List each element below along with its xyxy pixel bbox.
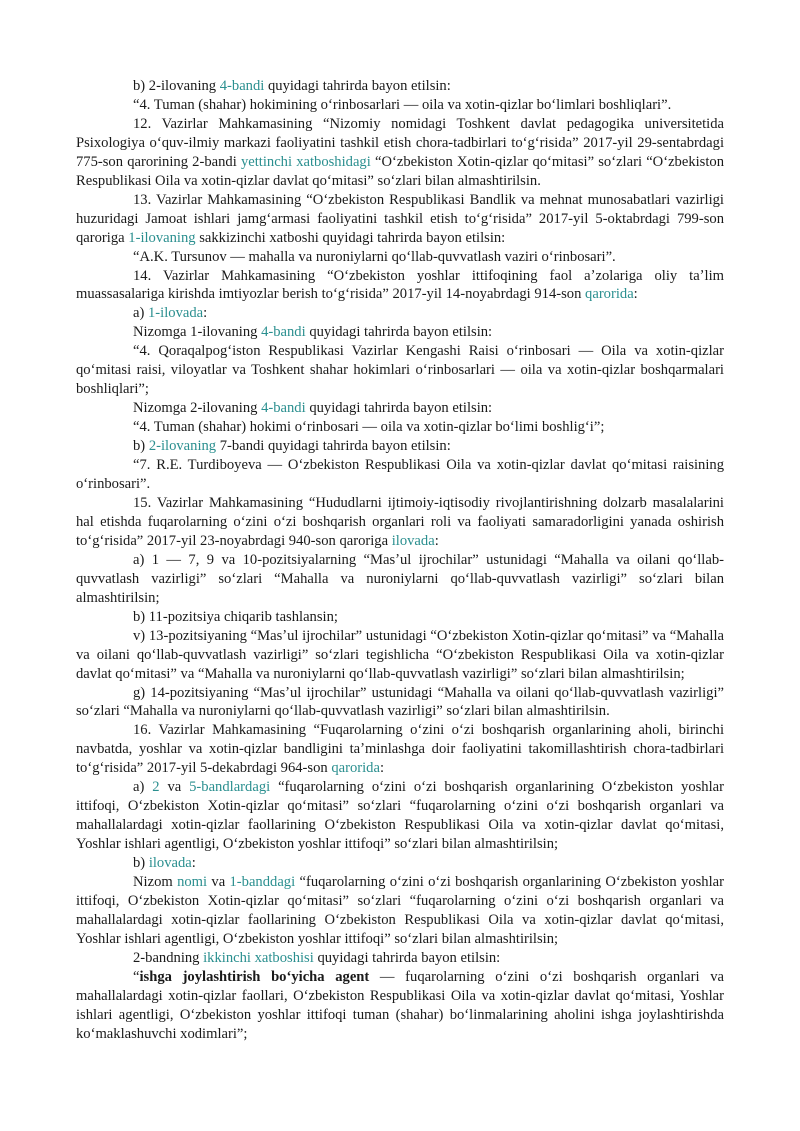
paragraph: [76, 854, 724, 873]
paragraph: [76, 115, 724, 191]
paragraph: [76, 399, 724, 418]
paragraph-text: b) 2-ilovaning: [133, 78, 220, 94]
paragraph: [76, 437, 724, 456]
reference-link[interactable]: 2-ilovaning: [148, 438, 217, 455]
paragraph-text: “fuqarolarning oʻzini oʻzi boshqarish organlarining Oʻzbekiston yoshlar ittifoqi, Oʻzbekiston Xotin-qizlar qoʻmitasi” soʻzlari “fuqarolarning oʻzini oʻzi boshqarish organlari va mahallalardagi xotin-qizlar faollarining Oʻzbekiston Respublikasi Oila va xotin-qizlar davlat qoʻmitasi, Yoshlar ishlari agentligi, Oʻzbekiston yoshlar ittifoqi” soʻzlari bilan almashtirilsin;: [76, 779, 724, 853]
reference-link[interactable]: 4-bandi: [261, 324, 306, 341]
paragraph-text: :: [203, 305, 208, 322]
paragraph-text: 12. Vazirlar Mahkamasining “Nizomiy nomidagi Toshkent davlat pedagogika universitetida Psixologiya oʻquv-ilmiy markazi faoliyatini tashkil etish chora-tadbirlari toʻgʻrisida” 2017-yil 29-sentabrdagi 775-son qarorining 2-bandi: [76, 115, 724, 170]
paragraph: [76, 949, 724, 968]
reference-link[interactable]: 2: [152, 779, 160, 796]
paragraph-text: “A.K. Tursunov — mahalla va nuroniylarni qoʻllab-quvvatlash vaziri oʻrinbosari”.: [133, 248, 616, 265]
bold-term: ishga joylashtirish boʻyicha agent: [139, 968, 370, 985]
paragraph-text: va: [159, 779, 190, 796]
paragraph: [76, 323, 724, 342]
paragraph-text: b) 11-pozitsiya chiqarib tashlansin;: [133, 608, 338, 625]
paragraph-text: quyidagi tahrirda bayon etilsin:: [313, 949, 501, 966]
paragraph-text: 7-bandi quyidagi tahrirda bayon etilsin:: [216, 438, 451, 455]
reference-link[interactable]: 1-banddagi: [229, 874, 296, 891]
paragraph-text: a): [133, 305, 148, 322]
reference-link[interactable]: qarorida: [585, 286, 634, 303]
paragraph-text: 14. Vazirlar Mahkamasining “Oʻzbekiston yoshlar ittifoqining faol aʼzolariga oliy taʼlim muassasalariga kirishda imtiyozlar berish toʻgʻrisida” 2017-yil 14-noyabrdagi 914-son: [76, 267, 724, 303]
paragraph-text: quyidagi tahrirda bayon etilsin:: [305, 400, 493, 417]
paragraph: [76, 96, 724, 115]
reference-link[interactable]: yettinchi xatboshidagi: [240, 153, 371, 170]
paragraph: [76, 267, 724, 305]
paragraph-text: 16. Vazirlar Mahkamasining “Fuqarolarning oʻzini oʻzi boshqarish organlarining aholi, birinchi navbatda, yoshlar va xotin-qizlar bandligini taʼminlashga doir faoliyatini takomillashtirish chora-tadbirlari toʻgʻrisida” 2017-yil 5-dekabrdagi 964-son: [76, 722, 724, 777]
paragraph-text: “Oʻzbekiston Xotin-qizlar qoʻmitasi” soʻzlari “Oʻzbekiston Respublikasi Oila va xotin-qizlar davlat qoʻmitasi” soʻzlari bilan almashtirilsin.: [76, 153, 724, 189]
paragraph-text: :: [633, 286, 638, 303]
paragraph-text: sakkizinchi xatboshi quyidagi tahrirda bayon etilsin:: [195, 229, 506, 246]
paragraph-text: :: [191, 855, 196, 872]
paragraph: [76, 304, 724, 323]
paragraph: [76, 248, 724, 267]
paragraph: [76, 684, 724, 722]
reference-link[interactable]: 5-bandlardagi: [189, 779, 271, 796]
paragraph: [76, 608, 724, 627]
paragraph-text: “fuqarolarning oʻzini oʻzi boshqarish organlarining Oʻzbekiston yoshlar ittifoqi, Oʻzbekiston Xotin-qizlar qoʻmitasi” soʻzlari “fuqarolarning oʻzini oʻzi boshqarish organlari va mahallalardagi xotin-qizlar faollarining Oʻzbekiston Respublikasi Oila va xotin-qizlar davlat qoʻmitasi, Yoshlar ishlari agentligi, Oʻzbekiston yoshlar ittifoqi” soʻzlari bilan almashtirilsin;: [76, 874, 724, 947]
reference-link[interactable]: ilovada: [391, 532, 435, 549]
reference-link[interactable]: 4-bandi: [219, 78, 265, 94]
paragraph-text: “7. R.E. Turdiboyeva — Oʻzbekiston Respublikasi Oila va xotin-qizlar davlat qoʻmitasi raisining oʻrinbosari”.: [76, 457, 724, 493]
paragraph-text: 13. Vazirlar Mahkamasining “Oʻzbekiston Respublikasi Bandlik va mehnat munosabatlari vazirligi huzuridagi Jamoat ishlari jamgʻarmasi faoliyatini tashkil etish toʻgʻrisida” 2017-yil 5-oktabrdagi 799-son qaroriga: [76, 191, 724, 246]
paragraph-text: Nizomga 1-ilovaning: [133, 324, 262, 341]
reference-link[interactable]: 4-bandi: [261, 400, 306, 417]
paragraph-text: a): [133, 779, 153, 796]
paragraph-text: g) 14-pozitsiyaning “Masʼul ijrochilar” ustunidagi “Mahalla va oilani qoʻllab-quvvatlash vazirligi” soʻzlari “Mahalla va nuroniylarni qoʻllab-quvvatlash vazirligi” soʻzlari bilan almashtirilsin.: [76, 684, 724, 720]
paragraph-text: :: [379, 760, 385, 777]
paragraph: [76, 968, 724, 1044]
paragraph-text: b): [133, 855, 149, 872]
reference-link[interactable]: nomi: [177, 874, 208, 891]
reference-link[interactable]: ilovada: [148, 855, 192, 872]
paragraph-text: 15. Vazirlar Mahkamasining “Hududlarni ijtimoiy-iqtisodiy rivojlantirishning dolzarb masalalarini hal etishda fuqarolarning oʻzini oʻzi boshqarish organlari roli va faoliyati samaradorligini yanada oshirish toʻgʻrisida” 2017-yil 23-noyabrdagi 940-son qaroriga: [76, 494, 724, 549]
paragraph: [76, 551, 724, 608]
paragraph-text: “4. Qoraqalpogʻiston Respublikasi Vazirlar Kengashi Raisi oʻrinbosari — Oila va xotin-qizlar qoʻmitasi raisi, viloyatlar va Toshkent shahar hokimlari oʻrinbosarlari — oila va xotin-qizlar boshqarmalari boshliqlari”;: [76, 343, 724, 398]
paragraph-text: va: [207, 874, 230, 891]
paragraph-text: quyidagi tahrirda bayon etilsin:: [305, 324, 493, 341]
paragraph-text: 2-bandning: [133, 949, 204, 966]
reference-link[interactable]: 1-ilovaning: [128, 229, 196, 246]
paragraph-text: Nizom: [133, 874, 178, 891]
paragraph-text: — fuqarolarning oʻzini oʻzi boshqarish organlari va mahallalardagi xotin-qizlar faollari, Oʻzbekiston Respublikasi Oila va xotin-qizlar davlat qoʻmitasi, Yoshlar ishlari agentligi, Oʻzbekiston yoshlar ittifoqi tuman (shahar) boʻlinmalarining aholini ishga joylashtirishda koʻmaklashuvchi xodimlari”;: [76, 968, 724, 1042]
paragraph-text: Nizomga 2-ilovaning: [133, 400, 262, 417]
paragraph-text: “4. Tuman (shahar) hokimining oʻrinbosarlari — oila va xotin-qizlar boʻlimlari boshliqlari”.: [133, 96, 672, 113]
paragraph: [76, 494, 724, 551]
paragraph: [76, 778, 724, 854]
paragraph-text: “: [133, 968, 140, 985]
paragraph: [76, 77, 724, 96]
reference-link[interactable]: 1-ilovada: [148, 305, 204, 322]
paragraph: [76, 342, 724, 399]
paragraph-text: “4. Tuman (shahar) hokimi oʻrinbosari — oila va xotin-qizlar boʻlimi boshligʻi”;: [133, 419, 605, 436]
paragraph: [76, 627, 724, 684]
paragraph-text: v) 13-pozitsiyaning “Masʼul ijrochilar” ustunidagi “Oʻzbekiston Xotin-qizlar qoʻmitasi” va “Mahalla va oilani qoʻllab-quvvatlash vazirligi” soʻzlari tegishlicha “Oʻzbekiston Respublikasi Oila va xotin-qizlar davlat qoʻmitasi” va “Mahalla va nuroniylarni qoʻllab-quvvatlash vazirligi” soʻzlari bilan almashtirilsin;: [76, 627, 724, 682]
reference-link[interactable]: ikkinchi xatboshisi: [203, 949, 314, 966]
paragraph-text: :: [434, 532, 439, 549]
paragraph: [76, 418, 724, 437]
paragraph: [76, 873, 724, 949]
paragraph-text: a) 1 — 7, 9 va 10-pozitsiyalarning “Masʼul ijrochilar” ustunidagi “Mahalla va oilani qoʻllab-quvvatlash vazirligi” soʻzlari “Mahalla va nuroniylarni qoʻllab-quvvatlash vazirligi” soʻzlari bilan almashtirilsin;: [76, 551, 724, 606]
paragraph: [76, 456, 724, 494]
reference-link[interactable]: qarorida: [331, 760, 380, 777]
paragraph: [76, 721, 724, 778]
paragraph-text: b): [133, 438, 149, 455]
paragraph: [76, 191, 724, 248]
paragraph-text: quyidagi tahrirda bayon etilsin:: [264, 78, 451, 94]
